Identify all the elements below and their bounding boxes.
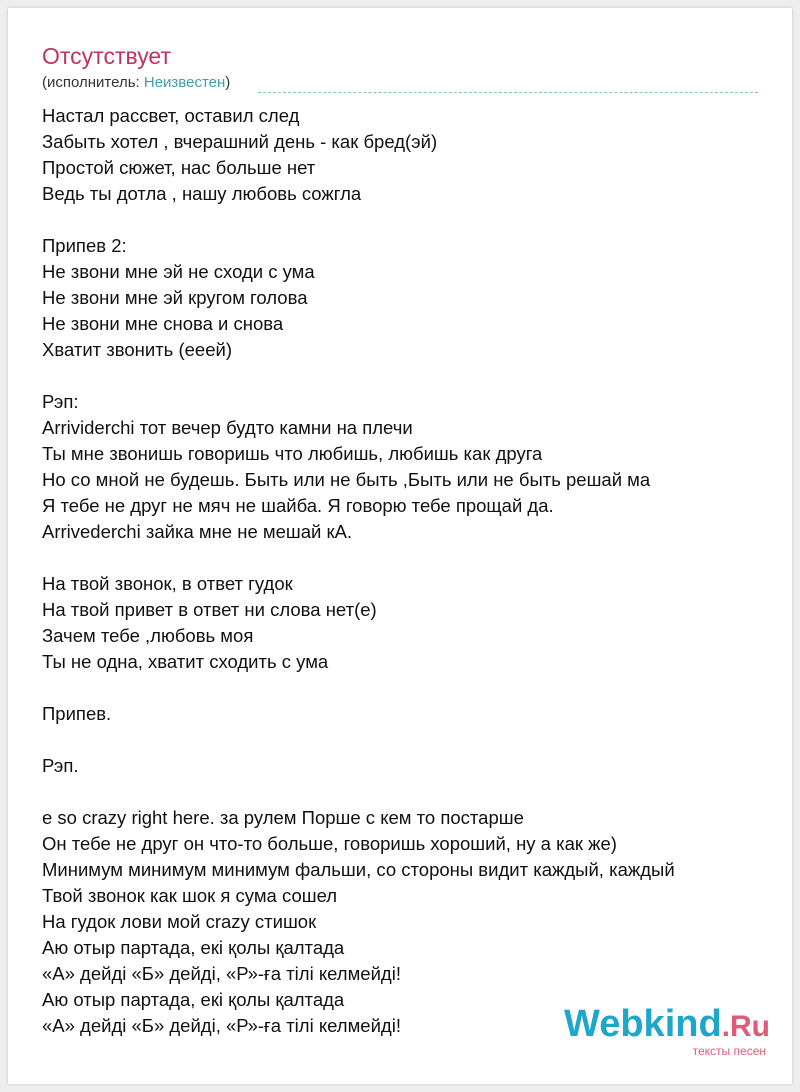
lyric-line: Припев 2: <box>42 235 127 256</box>
lyric-line: Arrivederchi зайка мне не мешай кА. <box>42 521 353 542</box>
artist-line <box>42 74 230 91</box>
lyric-line: Забыть хотел , вчерашний день - как бред(эй) <box>42 131 438 152</box>
site-logo[interactable] <box>564 1005 770 1058</box>
lyric-line: Твой звонок как шок я сума сошел <box>42 885 338 906</box>
lyric-line: Хватит звонить (ееей) <box>42 339 232 360</box>
lyric-blank-line <box>42 779 782 805</box>
lyric-blank-line <box>42 545 782 571</box>
artist-suffix: ) <box>225 74 231 91</box>
lyric-line: Он тебе не друг он что-то больше, говоришь хороший, ну а как же) <box>42 833 617 854</box>
lyric-line: e so crazy right here. за рулем Порше с кем то постарше <box>42 807 524 828</box>
lyric-line: Простой сюжет, нас больше нет <box>42 157 316 178</box>
lyrics-body <box>42 103 782 1039</box>
header-divider <box>258 92 758 93</box>
lyric-line: Настал рассвет, оставил след <box>42 105 300 126</box>
lyric-line: «А» дейді «Б» дейді, «Р»-ға тілі келмейді! <box>42 1015 401 1036</box>
lyric-line: Ты не одна, хватит сходить с ума <box>42 651 329 672</box>
song-title: Отсутствует <box>42 43 171 69</box>
lyric-line: Но со мной не будешь. Быть или не быть ,Быть или не быть решай ма <box>42 469 651 490</box>
lyric-line: Arrividerchi тот вечер будто камни на плечи <box>42 417 413 438</box>
logo-tagline: тексты песен <box>692 1044 766 1058</box>
lyric-line: На твой привет в ответ ни слова нет(е) <box>42 599 377 620</box>
lyric-line: Не звони мне эй кругом голова <box>42 287 308 308</box>
logo-wordmark <box>564 1005 770 1046</box>
lyric-line: Аю отыр партада, екі қолы қалтада <box>42 989 345 1010</box>
logo-main-text: Webkind <box>564 1003 722 1045</box>
lyric-blank-line <box>42 363 782 389</box>
lyric-line: Не звони мне эй не сходи с ума <box>42 261 315 282</box>
lyric-line: Ты мне звонишь говоришь что любишь, любишь как друга <box>42 443 543 464</box>
lyric-line: Рэп. <box>42 755 79 776</box>
lyric-line: Аю отыр партада, екі қолы қалтада <box>42 937 345 958</box>
lyric-blank-line <box>42 675 782 701</box>
lyric-line: На гудок лови мой crazy стишок <box>42 911 317 932</box>
lyric-blank-line <box>42 727 782 753</box>
lyrics-sheet <box>8 8 792 1084</box>
lyric-line: Зачем тебе ,любовь моя <box>42 625 254 646</box>
lyric-line: «А» дейді «Б» дейді, «Р»-ға тілі келмейді! <box>42 963 401 984</box>
lyric-line: Я тебе не друг не мяч не шайба. Я говорю тебе прощай да. <box>42 495 554 516</box>
lyric-line: Минимум минимум минимум фальши, со стороны видит каждый, каждый <box>42 859 675 880</box>
lyric-line: Не звони мне снова и снова <box>42 313 284 334</box>
artist-link[interactable]: Неизвестен <box>143 74 226 91</box>
lyric-blank-line <box>42 207 782 233</box>
lyric-line: Рэп: <box>42 391 79 412</box>
lyric-line: На твой звонок, в ответ гудок <box>42 573 293 594</box>
artist-prefix: (исполнитель: <box>42 74 144 91</box>
lyric-line: Ведь ты дотла , нашу любовь сожгла <box>42 183 362 204</box>
logo-domain-text: .Ru <box>721 1010 770 1043</box>
lyric-line: Припев. <box>42 703 112 724</box>
